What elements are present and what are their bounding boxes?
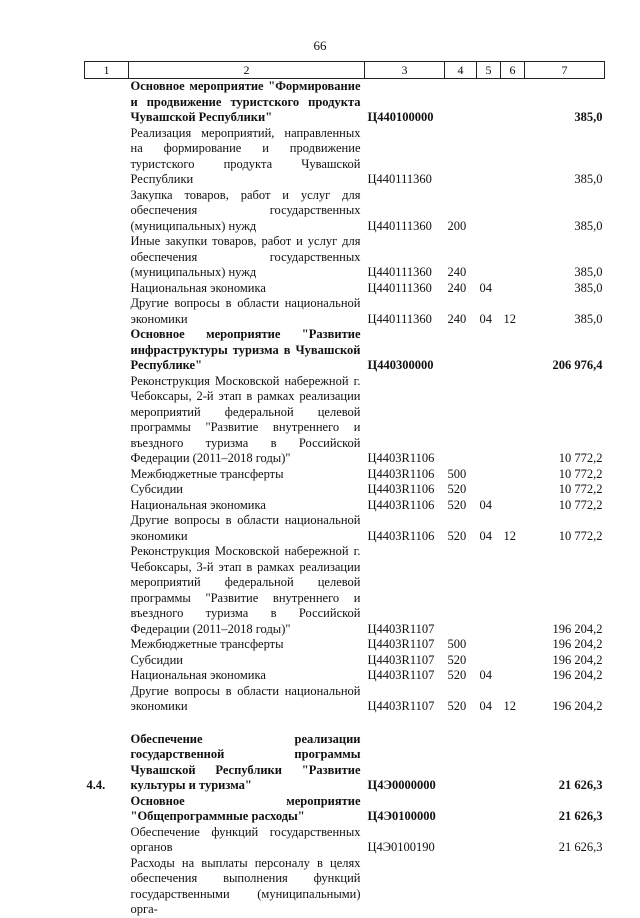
amount-cell: 10 772,2 [558, 482, 603, 496]
table-body [85, 79, 605, 918]
description-cell: Основное мероприятие "Формирование и продвижение туристского продукта Чувашской Республики" [130, 79, 361, 124]
description-cell: Основное мероприятие "Развитие инфраструктуры туризма в Чувашской Республике" [130, 327, 361, 372]
section-code-cell [477, 467, 501, 483]
section-number-cell [85, 327, 129, 374]
section-code-cell: 04 [479, 528, 492, 543]
target-code-cell: Ц4403R1106 [367, 466, 435, 481]
header-cell: 6 [501, 62, 525, 79]
table-row [85, 856, 605, 918]
subsection-code-cell [501, 482, 525, 498]
subsection-code-cell [501, 234, 525, 281]
amount-cell [525, 856, 605, 918]
description-cell: Межбюджетные трансферты [130, 637, 284, 651]
target-code-cell: Ц440300000 [367, 358, 434, 372]
expense-type-cell [445, 825, 477, 856]
header-cell: 7 [525, 62, 605, 79]
section-code-cell [477, 544, 501, 637]
section-number-cell [85, 374, 129, 467]
subsection-code-cell: 12 [503, 699, 516, 713]
subsection-code-cell [501, 856, 525, 918]
amount-cell: 21 626,3 [558, 809, 603, 823]
expense-type-cell [445, 794, 477, 825]
section-number-cell [85, 544, 129, 637]
section-code-cell [477, 732, 501, 794]
description-cell: Другие вопросы в области национальной экономики [130, 683, 361, 713]
table-row [85, 544, 605, 637]
table-row [85, 732, 605, 794]
description-cell: Реконструкция Московской набережной г. Чебоксары, 3-й этап в рамках реализации мероприятий федеральной целевой программы "Развитие внутреннего и въездного туризма в Российской Федерации (2011–2018 годы)" [130, 544, 361, 636]
target-code-cell: Ц4Э0100190 [367, 840, 435, 854]
table-row [85, 126, 605, 188]
expense-type-cell [445, 544, 477, 637]
target-code-cell: Ц4403R1106 [367, 528, 435, 543]
target-code-cell: Ц4403R1107 [367, 621, 435, 636]
target-code-cell: Ц4403R1106 [367, 497, 435, 512]
section-number-cell [85, 79, 129, 126]
section-number-cell [85, 498, 129, 514]
description-cell: Основное мероприятие "Общепрограммные расходы" [130, 793, 361, 823]
header-cell: 4 [445, 62, 477, 79]
section-number-cell [85, 668, 129, 684]
table-row [85, 668, 605, 684]
section-code-cell: 04 [479, 497, 492, 512]
expense-type-cell: 200 [447, 218, 467, 233]
header-cell: 5 [477, 62, 501, 79]
table-row [85, 653, 605, 669]
section-number-cell [85, 296, 129, 327]
amount-cell: 10 772,2 [558, 497, 603, 512]
table-row [85, 234, 605, 281]
amount-cell: 196 204,2 [552, 637, 603, 651]
amount-cell: 21 626,3 [558, 840, 603, 854]
table-row [85, 684, 605, 715]
section-code-cell [477, 79, 501, 126]
description-cell: Национальная экономика [130, 497, 266, 512]
subsection-code-cell [501, 732, 525, 794]
target-code-cell: Ц4403R1106 [367, 451, 435, 465]
description-cell: Иные закупки товаров, работ и услуг для обеспечения государственных (муниципальных) нужд [130, 234, 361, 279]
table-row [85, 513, 605, 544]
table-row [85, 79, 605, 126]
section-code-cell [477, 327, 501, 374]
spacer-row [85, 715, 605, 732]
amount-cell: 10 772,2 [558, 466, 603, 481]
table-row [85, 296, 605, 327]
section-code-cell [477, 482, 501, 498]
section-number-cell [85, 856, 129, 918]
target-code-cell: Ц440111360 [367, 218, 432, 233]
subsection-code-cell [501, 79, 525, 126]
table-row [85, 498, 605, 514]
table-row [85, 825, 605, 856]
section-code-cell [477, 374, 501, 467]
amount-cell: 206 976,4 [552, 358, 603, 372]
expense-type-cell [445, 732, 477, 794]
expense-type-cell: 520 [447, 668, 467, 682]
table-row [85, 637, 605, 653]
section-number-cell [85, 513, 129, 544]
description-cell: Реализация мероприятий, направленных на формирование и продвижение туристского продукта Чувашской Республики [130, 125, 361, 186]
section-code-cell [477, 188, 501, 235]
section-code-cell: 04 [479, 668, 492, 682]
header-cell: 2 [129, 62, 365, 79]
section-code-cell [477, 856, 501, 918]
target-code-cell: Ц4403R1107 [367, 652, 435, 667]
expense-type-cell [445, 327, 477, 374]
target-code-cell: Ц440100000 [367, 110, 434, 124]
subsection-code-cell [501, 825, 525, 856]
subsection-code-cell: 12 [503, 528, 516, 543]
amount-cell: 385,0 [574, 110, 603, 124]
target-code-cell: Ц4403R1107 [367, 637, 435, 651]
column-number-header [85, 62, 605, 79]
amount-cell: 10 772,2 [558, 451, 603, 465]
expense-type-cell: 520 [447, 482, 467, 496]
subsection-code-cell [501, 668, 525, 684]
subsection-code-cell [501, 188, 525, 235]
section-number-cell [85, 653, 129, 669]
amount-cell: 385,0 [574, 265, 603, 279]
section-code-cell: 04 [479, 311, 492, 326]
expense-type-cell: 520 [447, 699, 467, 713]
section-number-cell [85, 234, 129, 281]
subsection-code-cell [501, 653, 525, 669]
section-code-cell [477, 825, 501, 856]
section-code-cell [477, 637, 501, 653]
amount-cell: 10 772,2 [558, 528, 603, 543]
section-code-cell [477, 234, 501, 281]
amount-cell: 21 626,3 [558, 778, 603, 792]
table-row [85, 188, 605, 235]
expense-type-cell: 500 [447, 466, 467, 481]
subsection-code-cell [501, 374, 525, 467]
header-cell: 1 [85, 62, 129, 79]
section-number-cell [85, 126, 129, 188]
expense-type-cell: 520 [447, 652, 467, 667]
target-code-cell: Ц440111360 [367, 311, 432, 326]
section-code-cell [477, 794, 501, 825]
subsection-code-cell [501, 126, 525, 188]
expense-type-cell: 240 [447, 265, 467, 279]
amount-cell: 385,0 [574, 218, 603, 233]
expense-type-cell [445, 856, 477, 918]
section-number-cell [85, 637, 129, 653]
amount-cell: 196 204,2 [552, 699, 603, 713]
section-code-cell [477, 653, 501, 669]
table-row [85, 281, 605, 297]
description-cell: Национальная экономика [130, 668, 266, 682]
expense-type-cell: 520 [447, 497, 467, 512]
section-number-cell [85, 794, 129, 825]
description-cell: Обеспечение функций государственных органов [130, 824, 361, 854]
subsection-code-cell [501, 637, 525, 653]
amount-cell: 385,0 [574, 280, 603, 295]
expense-type-cell [445, 374, 477, 467]
target-code-cell: Ц440111360 [367, 280, 432, 295]
section-code-cell: 04 [479, 699, 492, 713]
subsection-code-cell [501, 327, 525, 374]
page-number: 66 [313, 38, 327, 53]
section-code-cell [477, 126, 501, 188]
budget-table [84, 61, 605, 918]
section-number-cell [85, 467, 129, 483]
description-cell: Реконструкция Московской набережной г. Чебоксары, 2-й этап в рамках реализации мероприятий федеральной целевой программы "Развитие внутреннего и въездного туризма в Российской Федерации (2011–2018 годы)" [130, 373, 361, 465]
description-cell: Субсидии [130, 482, 183, 496]
target-code-cell: Ц440111360 [367, 265, 432, 279]
expense-type-cell: 240 [447, 280, 467, 295]
section-number-cell [85, 684, 129, 715]
target-code-cell: Ц4403R1107 [367, 699, 435, 713]
description-cell: Закупка товаров, работ и услуг для обеспечения государственных (муниципальных) нужд [130, 187, 361, 233]
expense-type-cell [445, 79, 477, 126]
description-cell: Обеспечение реализации государственной программы Чувашской Республики "Развитие культуры и туризма" [130, 731, 361, 792]
description-cell: Другие вопросы в области национальной экономики [130, 296, 361, 326]
amount-cell: 385,0 [574, 311, 603, 326]
section-number-cell [85, 482, 129, 498]
header-cell: 3 [365, 62, 445, 79]
description-cell: Другие вопросы в области национальной экономики [130, 513, 361, 543]
description-cell: Субсидии [130, 652, 183, 667]
section-number-cell: 4.4. [86, 778, 106, 792]
subsection-code-cell [501, 281, 525, 297]
expense-type-cell: 240 [447, 311, 467, 326]
target-code-cell [365, 856, 445, 918]
subsection-code-cell [501, 498, 525, 514]
target-code-cell: Ц440111360 [367, 172, 432, 186]
target-code-cell: Ц4Э0000000 [367, 778, 436, 792]
description-cell: Расходы на выплаты персоналу в целях обеспечения выполнения функций государственными (муниципальными) орга- [130, 855, 361, 916]
table-row [85, 794, 605, 825]
table-row [85, 374, 605, 467]
target-code-cell: Ц4403R1107 [367, 668, 435, 682]
expense-type-cell [445, 126, 477, 188]
section-number-cell [85, 825, 129, 856]
amount-cell: 196 204,2 [552, 652, 603, 667]
table-row [85, 467, 605, 483]
subsection-code-cell [501, 467, 525, 483]
amount-cell: 385,0 [574, 172, 603, 186]
target-code-cell: Ц4Э0100000 [367, 809, 436, 823]
description-cell: Национальная экономика [130, 280, 266, 295]
subsection-code-cell [501, 544, 525, 637]
description-cell: Межбюджетные трансферты [130, 466, 284, 481]
amount-cell: 196 204,2 [552, 621, 603, 636]
expense-type-cell: 520 [447, 528, 467, 543]
section-code-cell: 04 [479, 280, 492, 295]
table-row [85, 482, 605, 498]
subsection-code-cell: 12 [503, 311, 516, 326]
section-number-cell [85, 188, 129, 235]
table-row [85, 327, 605, 374]
section-number-cell [85, 281, 129, 297]
expense-type-cell: 500 [447, 637, 467, 651]
amount-cell: 196 204,2 [552, 668, 603, 682]
subsection-code-cell [501, 794, 525, 825]
target-code-cell: Ц4403R1106 [367, 482, 435, 496]
